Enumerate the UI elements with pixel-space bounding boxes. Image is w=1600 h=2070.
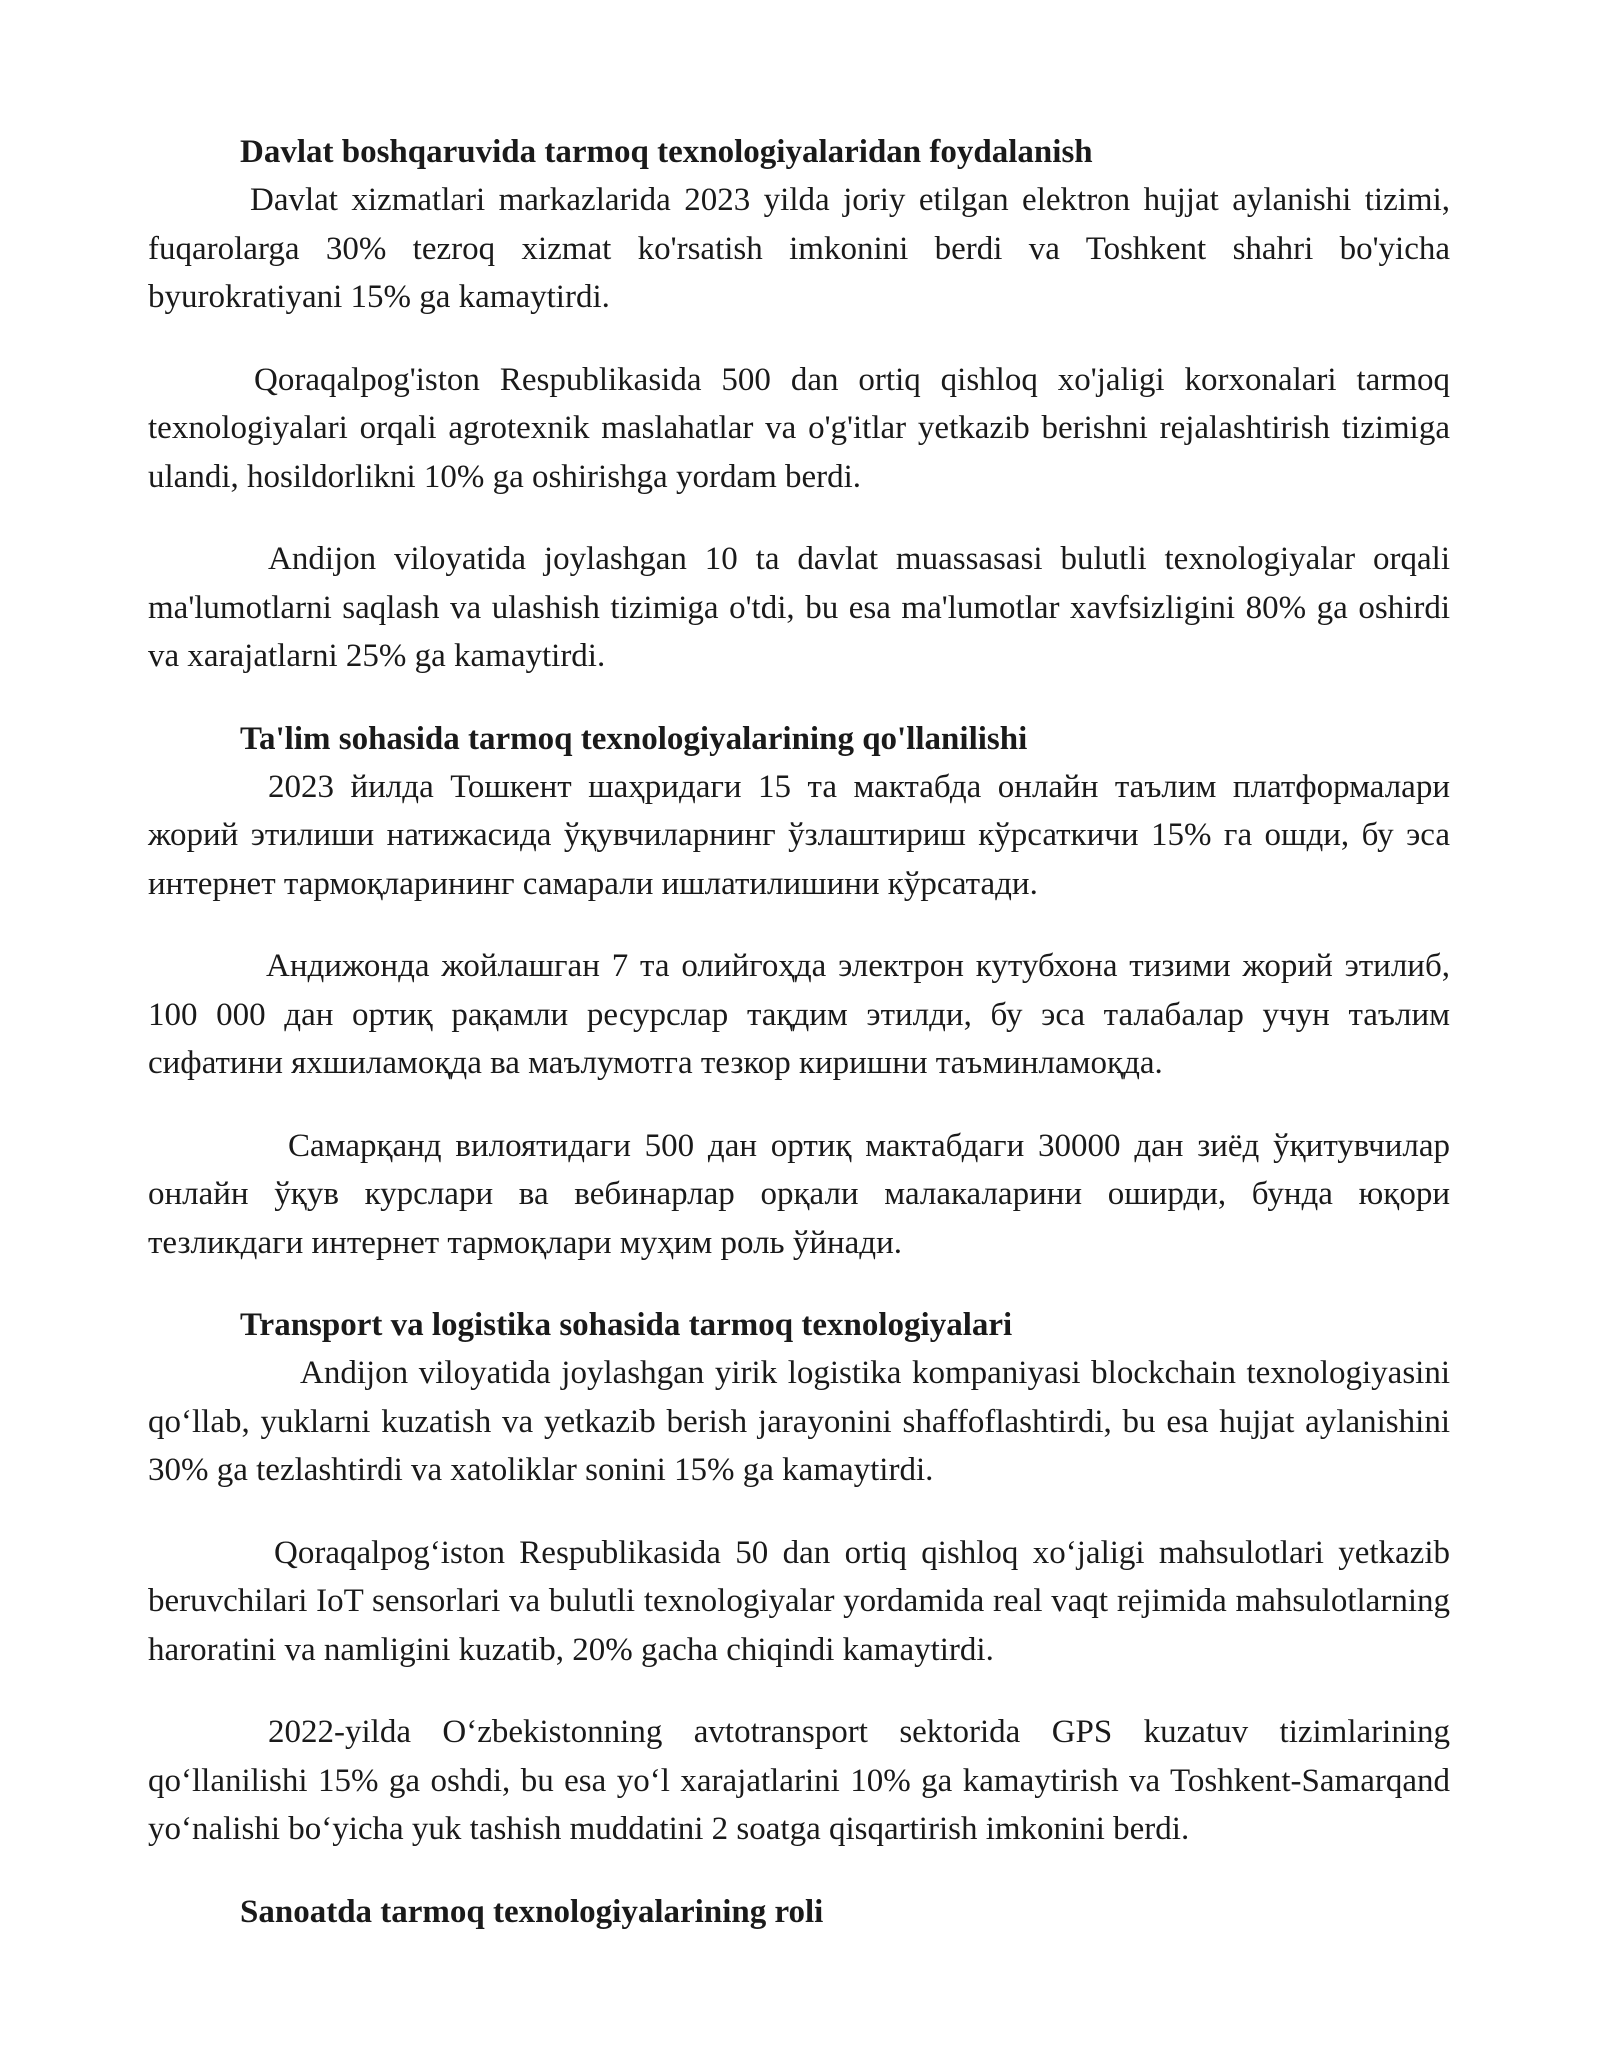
section-heading: Transport va logistika sohasida tarmoq texnologiyalari bbox=[240, 1307, 1013, 1343]
paragraph: Andijon viloyatida joylashgan 10 ta davlat muassasasi bulutli texnologiyalar orqali ma'lumotlarni saqlash va ulashish tizimiga o'tdi, bu esa ma'lumotlar xavfsizligini 80% ga oshirdi va xarajatlarni 25% ga kamaytirdi. bbox=[148, 541, 1450, 674]
paragraph: Qoraqalpog'iston Respublikasida 500 dan ortiq qishloq xo'jaligi korxonalari tarmoq texnologiyalari orqali agrotexnik maslahatlar va o'g'itlar yetkazib berishni rejalashtirish tizimiga ulandi, hosildorlikni 10% ga oshirishga yordam berdi. bbox=[148, 361, 1450, 495]
paragraph: Андижонда жойлашган 7 та олийгоҳда электрон кутубхона тизими жорий этилиб, 100 000 дан ортиқ рақамли ресурслар тақдим этилди, бу эса талабалар учун таълим сифатини яхшиламоқда ва маълумотга тезкор киришни таъминламоқда. bbox=[148, 948, 1450, 1081]
section-governance bbox=[148, 128, 1450, 681]
document-page bbox=[148, 128, 1450, 1936]
section-heading: Ta'lim sohasida tarmoq texnologiyalarining qo'llanilishi bbox=[240, 720, 1028, 757]
paragraph: 2023 йилда Тошкент шаҳридаги 15 та мактабда онлайн таълим платформалари жорий этилиши натижасида ўқувчиларнинг ўзлаштириш кўрсаткичи 15% га ошди, бу эса интернет тармоқларининг самарали ишлатилишини кўрсатади. bbox=[148, 768, 1450, 902]
paragraph: Самарқанд вилоятидаги 500 дан ортиқ мактабдаги 30000 дан зиёд ўқитувчилар онлайн ўқув курслари ва вебинарлар орқали малакаларини оширди, бунда юқори тезликдаги интернет тармоқлари муҳим роль ўйнади. bbox=[148, 1127, 1450, 1261]
paragraph: Andijon viloyatida joylashgan yirik logistika kompaniyasi blockchain texnologiyasini qo‘llab, yuklarni kuzatish va yetkazib berish jarayonini shaffoflashtirdi, bu esa hujjat aylanishini 30% ga tezlashtirdi va xatoliklar sonini 15% ga kamaytirdi. bbox=[148, 1355, 1450, 1488]
section-heading: Davlat boshqaruvida tarmoq texnologiyalaridan foydalanish bbox=[240, 134, 1093, 170]
section-industry bbox=[148, 1888, 1450, 1936]
paragraph: Qoraqalpog‘iston Respublikasida 50 dan ortiq qishloq xo‘jaligi mahsulotlari yetkazib beruvchilari IoT sensorlari va bulutli texnologiyalar yordamida real vaqt rejimida mahsulotlarning haroratini va namligini kuzatib, 20% gacha chiqindi kamaytirdi. bbox=[148, 1534, 1450, 1668]
section-heading: Sanoatda tarmoq texnologiyalarining roli bbox=[240, 1893, 824, 1930]
paragraph: 2022-yilda O‘zbekistonning avtotransport sektorida GPS kuzatuv tizimlarining qo‘llanilishi 15% ga oshdi, bu esa yo‘l xarajatlarini 10% ga kamaytirish va Toshkent-Samarqand yo‘nalishi bo‘yicha yuk tashish muddatini 2 soatga qisqartirish imkonini berdi. bbox=[148, 1714, 1450, 1847]
paragraph: Davlat xizmatlari markazlarida 2023 yilda joriy etilgan elektron hujjat aylanishi tizimi, fuqarolarga 30% tezroq xizmat ko'rsatish imkonini berdi va Toshkent shahri bo'yicha byurokratiyani 15% ga kamaytirdi. bbox=[148, 182, 1450, 315]
section-education bbox=[148, 715, 1450, 1268]
section-transport bbox=[148, 1301, 1450, 1854]
